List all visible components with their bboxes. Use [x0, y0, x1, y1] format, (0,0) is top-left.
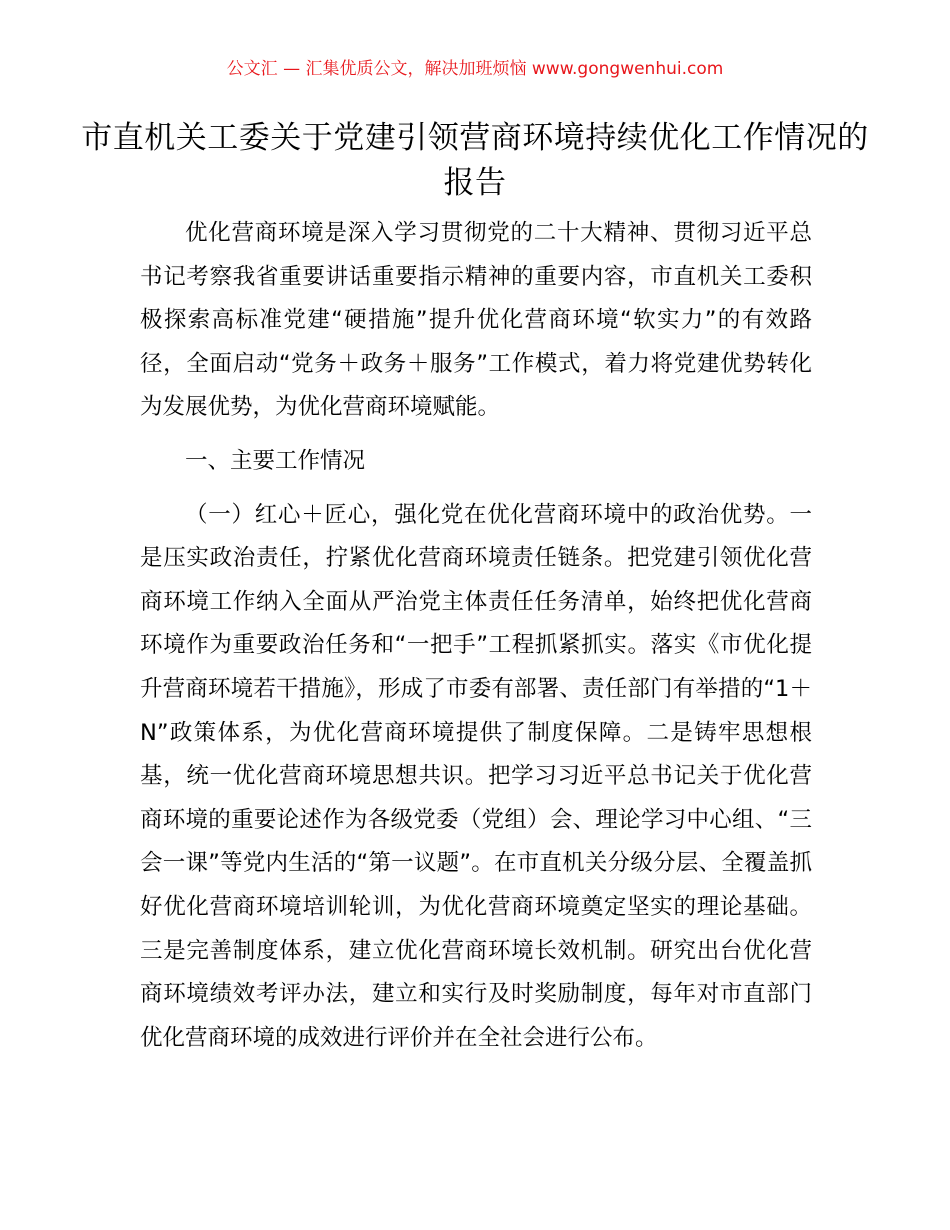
section-heading: 一、主要工作情况	[185, 447, 366, 474]
intro-paragraph: 优化营商环境是深入学习贯彻党的二十大精神、贯彻习近平总书记考察我省重要讲话重要指示精神的重要内容，市直机关工委积极探索高标准党建“硬措施”提升优化营商环境“软实力”的有效路径，全面启动“党务＋政务＋服务”工作模式，着力将党建优势转化为发展优势，为优化营商环境赋能。	[140, 220, 812, 421]
document-body	[140, 212, 812, 1060]
section-paragraph: （一）红心＋匠心，强化党在优化营商环境中的政治优势。一是压实政治责任，拧紧优化营商环境责任链条。把党建引领优化营商环境工作纳入全面从严治党主体责任任务清单，始终把优化营商环境作为重要政治任务和“一把手”工程抓紧抓实。落实《市优化提升营商环境若干措施》，形成了市委有部署、责任部门有举措的“1＋N”政策体系，为优化营商环境提供了制度保障。二是铸牢思想根基，统一优化营商环境思想共识。把学习习近平总书记关于优化营商环境的重要论述作为各级党委（党组）会、理论学习中心组、“三会一课”等党内生活的“第一议题”。在市直机关分级分层、全覆盖抓好优化营商环境培训轮训，为优化营商环境奠定坚实的理论基础。三是完善制度体系，建立优化营商环境长效机制。研究出台优化营商环境绩效考评办法，建立和实行及时奖励制度，每年对市直部门优化营商环境的成效进行评价并在全社会进行公布。	[140, 501, 812, 1051]
document-title: 市直机关工委关于党建引领营商环境持续优化工作情况的报告	[81, 120, 869, 201]
paragraph-gap	[140, 484, 812, 494]
paragraph-gap	[140, 430, 812, 440]
header-banner: 公文汇 — 汇集优质公文，解决加班烦恼 www.gongwenhui.com	[226, 59, 724, 79]
